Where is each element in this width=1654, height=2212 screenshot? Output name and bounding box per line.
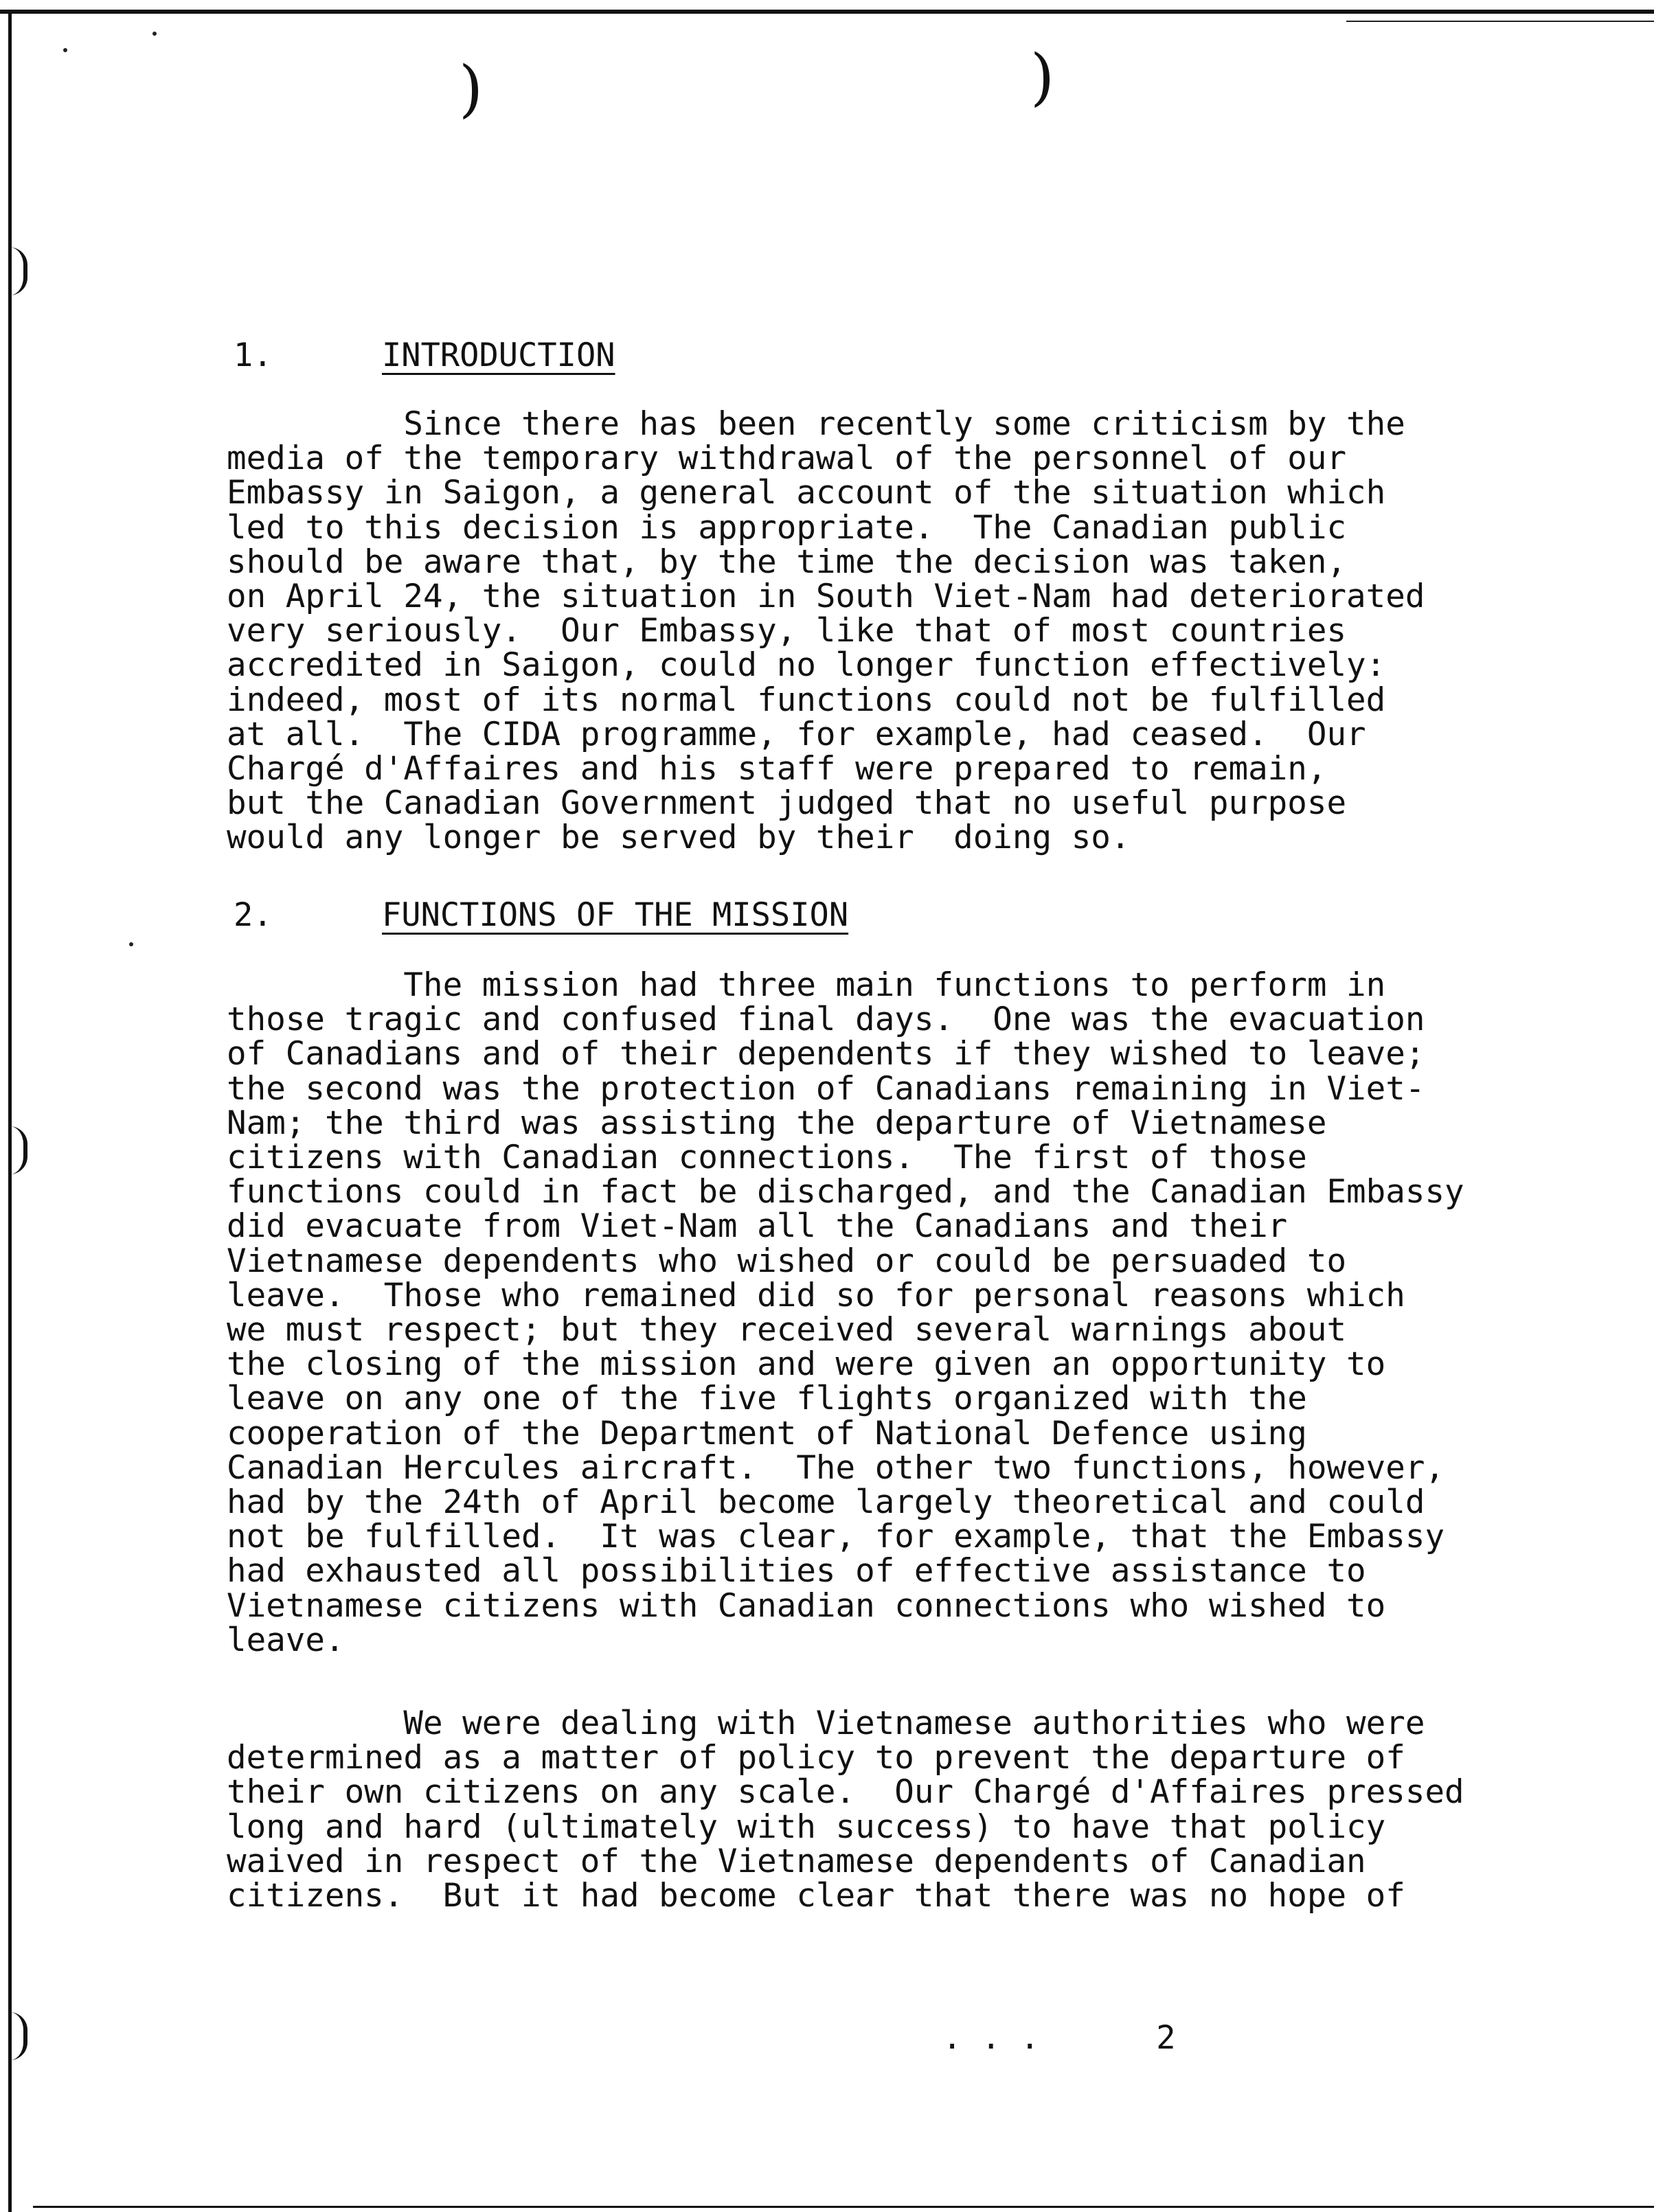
text-line: those tragic and confused final days. One was the evacuation xyxy=(227,1001,1425,1039)
continuation-marker: . . . xyxy=(942,2019,1040,2057)
text-line: we must respect; but they received several warnings about xyxy=(227,1311,1347,1349)
text-line: We were dealing with Vietnamese authorities who were xyxy=(227,1704,1425,1742)
text-line: but the Canadian Government judged that no useful purpose xyxy=(227,784,1347,823)
text-line: did evacuate from Viet-Nam all the Canadians and their xyxy=(227,1207,1288,1246)
text-line: waived in respect of the Vietnamese dependents of Canadian xyxy=(227,1842,1366,1880)
text-line: Vietnamese citizens with Canadian connections who wished to xyxy=(227,1586,1386,1625)
text-line: long and hard (ultimately with success) to have that policy xyxy=(227,1808,1386,1846)
punch-hole-mark: ) xyxy=(1030,41,1055,113)
binding-mark xyxy=(10,1126,27,1174)
bottom-border-rule xyxy=(33,2206,1654,2208)
text-line: cooperation of the Department of National Defence using xyxy=(227,1414,1307,1452)
text-line: accredited in Saigon, could no longer function effectively: xyxy=(227,646,1386,685)
text-line: had by the 24th of April become largely theoretical and could xyxy=(227,1483,1425,1522)
text-line: of Canadians and of their dependents if they wished to leave; xyxy=(227,1035,1425,1073)
text-line: very seriously. Our Embassy, like that of most countries xyxy=(227,612,1347,650)
text-line: on April 24, the situation in South Viet-Nam had deteriorated xyxy=(227,578,1425,616)
text-line: had exhausted all possibilities of effective assistance to xyxy=(227,1552,1366,1590)
text-line: functions could in fact be discharged, and the Canadian Embassy xyxy=(227,1173,1464,1211)
text-line: at all. The CIDA programme, for example, had ceased. Our xyxy=(227,715,1366,753)
section-number: 1. xyxy=(234,337,273,374)
paragraph xyxy=(227,407,1566,856)
page-footer xyxy=(942,2019,1176,2057)
paragraph xyxy=(227,1704,1566,1915)
text-line: the closing of the mission and were given an opportunity to xyxy=(227,1345,1386,1384)
binding-mark xyxy=(10,247,27,295)
text-line: Chargé d'Affaires and his staff were prepared to remain, xyxy=(227,750,1327,788)
paragraph xyxy=(227,968,1566,1658)
scan-speck xyxy=(152,32,157,36)
text-line: leave on any one of the five flights organized with the xyxy=(227,1380,1307,1418)
text-line: Since there has been recently some criticism by the xyxy=(227,405,1405,443)
text-line: media of the temporary withdrawal of the personnel of our xyxy=(227,440,1347,478)
top-border-rule xyxy=(0,10,1654,14)
text-line: citizens. But it had become clear that there was no hope of xyxy=(227,1877,1405,1915)
text-line: would any longer be served by their doing so. xyxy=(227,819,1131,857)
punch-hole-mark: ) xyxy=(459,53,484,125)
section-heading xyxy=(234,896,848,935)
text-line: led to this decision is appropriate. The Canadian public xyxy=(227,508,1347,547)
top-border-rule-thin xyxy=(1346,21,1654,22)
text-line: determined as a matter of policy to prevent the departure of xyxy=(227,1739,1405,1777)
page-number: 2 xyxy=(1156,2019,1176,2057)
section-title: FUNCTIONS OF THE MISSION xyxy=(382,896,849,934)
text-line: Canadian Hercules aircraft. The other two functions, however, xyxy=(227,1448,1445,1487)
text-line: The mission had three main functions to perform in xyxy=(227,966,1386,1004)
text-line: Vietnamese dependents who wished or could be persuaded to xyxy=(227,1242,1347,1280)
binding-mark xyxy=(10,2012,27,2060)
section-title: INTRODUCTION xyxy=(382,337,615,374)
text-line: the second was the protection of Canadians remaining in Viet- xyxy=(227,1069,1425,1108)
section-number: 2. xyxy=(234,896,273,934)
text-line: indeed, most of its normal functions could not be fulfilled xyxy=(227,681,1386,719)
text-line: leave. xyxy=(227,1621,345,1659)
scan-speck xyxy=(63,48,67,52)
text-line: leave. Those who remained did so for personal reasons which xyxy=(227,1276,1405,1314)
text-line: not be fulfilled. It was clear, for example, that the Embassy xyxy=(227,1518,1445,1556)
left-border-rule xyxy=(8,10,12,2212)
scan-speck xyxy=(129,942,133,946)
text-line: Nam; the third was assisting the departure of Vietnamese xyxy=(227,1104,1327,1142)
text-line: Embassy in Saigon, a general account of the situation which xyxy=(227,474,1386,512)
text-line: citizens with Canadian connections. The first of those xyxy=(227,1139,1307,1177)
text-line: should be aware that, by the time the decision was taken, xyxy=(227,543,1347,581)
text-line: their own citizens on any scale. Our Chargé d'Affaires pressed xyxy=(227,1773,1464,1812)
section-heading xyxy=(234,337,615,375)
